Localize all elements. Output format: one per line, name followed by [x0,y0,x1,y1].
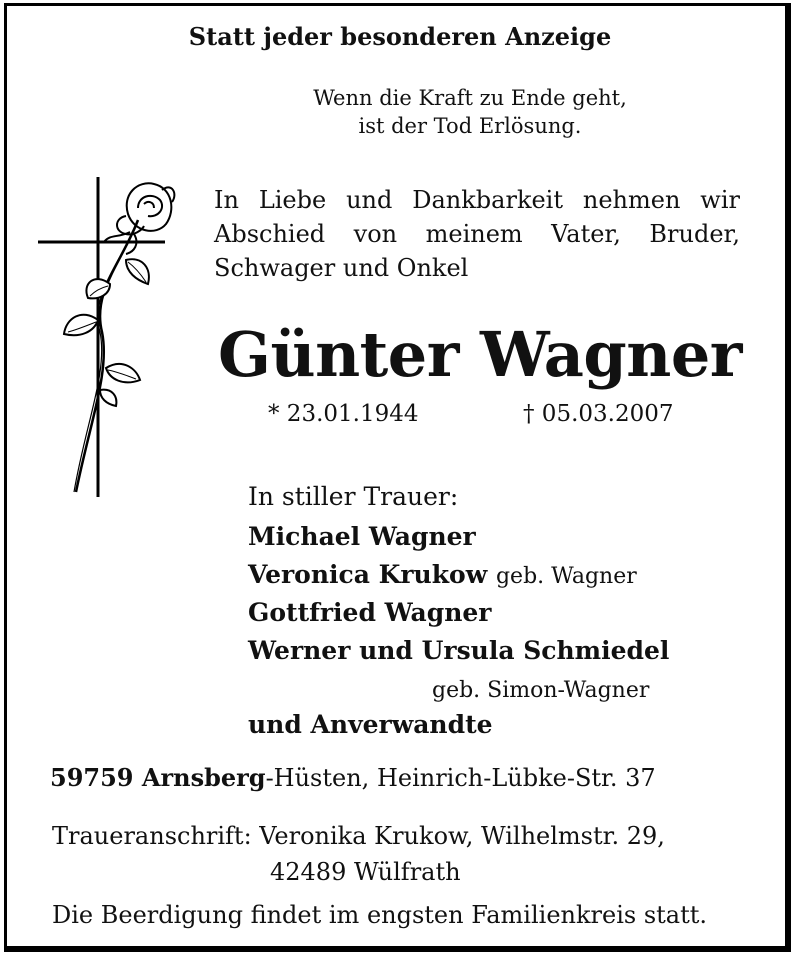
mourning-address-line-1: Traueranschrift: Veronika Krukow, Wilhelmstr. 29, [52,822,665,850]
intro-line-2: Abschied von meinem Vater, Bruder, [214,220,740,248]
family-member [248,560,637,589]
intro-text [214,183,740,285]
intro-line-3: Schwager und Onkel [214,254,469,282]
address [50,763,656,792]
family-member [248,522,476,551]
quote [0,84,800,140]
intro-line-1: In Liebe und Dankbarkeit nehmen wir [214,186,740,214]
family-member-name: Gottfried Wagner [248,598,492,627]
family-member-note: geb. Wagner [495,564,637,589]
mourning-address-line-2: 42489 Wülfrath [270,858,461,886]
quote-line-2: ist der Tod Erlösung. [358,114,582,138]
birth-date: * 23.01.1944 [268,401,419,427]
quote-line-1: Wenn die Kraft zu Ende geht, [313,86,627,110]
deceased-name: Günter Wagner [218,318,742,391]
family-member-name: Michael Wagner [248,522,476,551]
mourning-label: In stiller Trauer: [248,482,459,511]
relatives: und Anverwandte [248,710,493,739]
family-member [248,636,669,665]
family-member [248,598,491,627]
family-member-note: geb. Simon-Wagner [432,678,650,703]
funeral-note: Die Beerdigung findet im engsten Familienkreis statt. [52,901,708,929]
address-street: -Hüsten, Heinrich-Lübke-Str. 37 [265,764,656,792]
family-member-name: Werner und Ursula Schmiedel [248,636,670,665]
family-member-name: Veronica Krukow [248,560,488,589]
death-date: † 05.03.2007 [523,401,674,427]
notice-headline: Statt jeder besonderen Anzeige [188,22,612,51]
address-zip-city: 59759 Arnsberg [50,763,266,792]
